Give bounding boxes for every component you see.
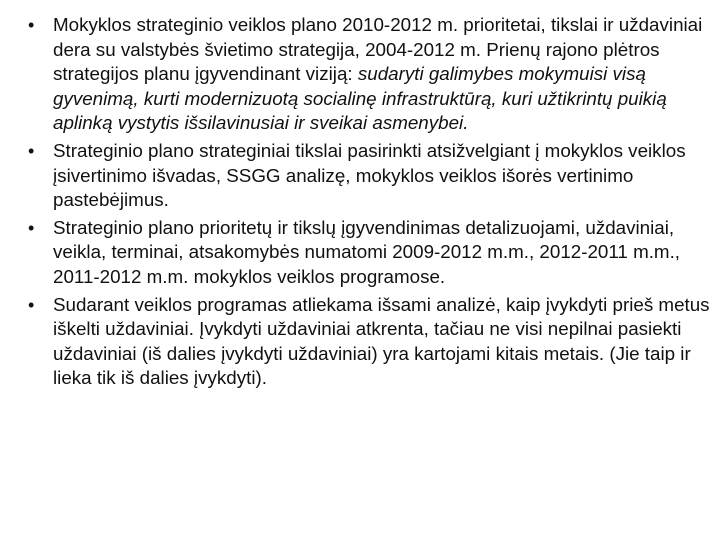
- bullet-list: [28, 13, 716, 394]
- bullet-text: Strateginio plano prioritetų ir tikslų įgyvendinimas detalizuojami, uždaviniai, veikla, terminai, atsakomybės numatomi 2009-2012 m.m., 2012-2011 m.m., 2011-2012 m.m. mokyklos veiklos programose.: [53, 216, 681, 287]
- bullet-item-2: [28, 139, 716, 213]
- bullet-text: Mokyklos strateginio veiklos plano 2010-2012 m. prioritetai, tikslai ir uždaviniai dera su valstybės švietimo strategija, 2004-2012 m. Prienų rajono plėtros strategijos planu įgyvendinant viziją:: [53, 14, 703, 85]
- bullet-text: Sudarant veiklos programas atliekama išsami analizė, kaip įvykdyti prieš metus iškelti uždaviniai. Įvykdyti uždaviniai atkrenta, tačiau ne visi nepilnai pasiekti uždaviniai (iš dalies įvykdyti uždaviniai) yra kartojami kitais metais. (Jie taip ir lieka tik iš dalies įvykdyti).: [53, 293, 710, 389]
- bullet-item-4: [28, 293, 716, 391]
- bullet-icon: •: [28, 15, 35, 35]
- bullet-icon: •: [28, 294, 35, 315]
- bullet-icon: •: [28, 217, 35, 238]
- bullet-icon: •: [28, 140, 35, 161]
- bullet-text: Strateginio plano strateginiai tikslai pasirinkti atsižvelgiant į mokyklos veiklos įsivertinimo išvadas, SSGG analizę, mokyklos veiklos išorės vertinimo pastebėjimus.: [53, 139, 686, 211]
- bullet-vision-text: sudaryti galimybes mokymuisi visą gyvenimą, kurti modernizuotą socialinę infrastruktūrą, kuri užtikrintų puikią aplinką vystytis išsilavinusiai ir sveikai asmenybei.: [53, 63, 667, 134]
- bullet-item-3: [28, 216, 716, 290]
- bullet-item-1: [28, 13, 716, 136]
